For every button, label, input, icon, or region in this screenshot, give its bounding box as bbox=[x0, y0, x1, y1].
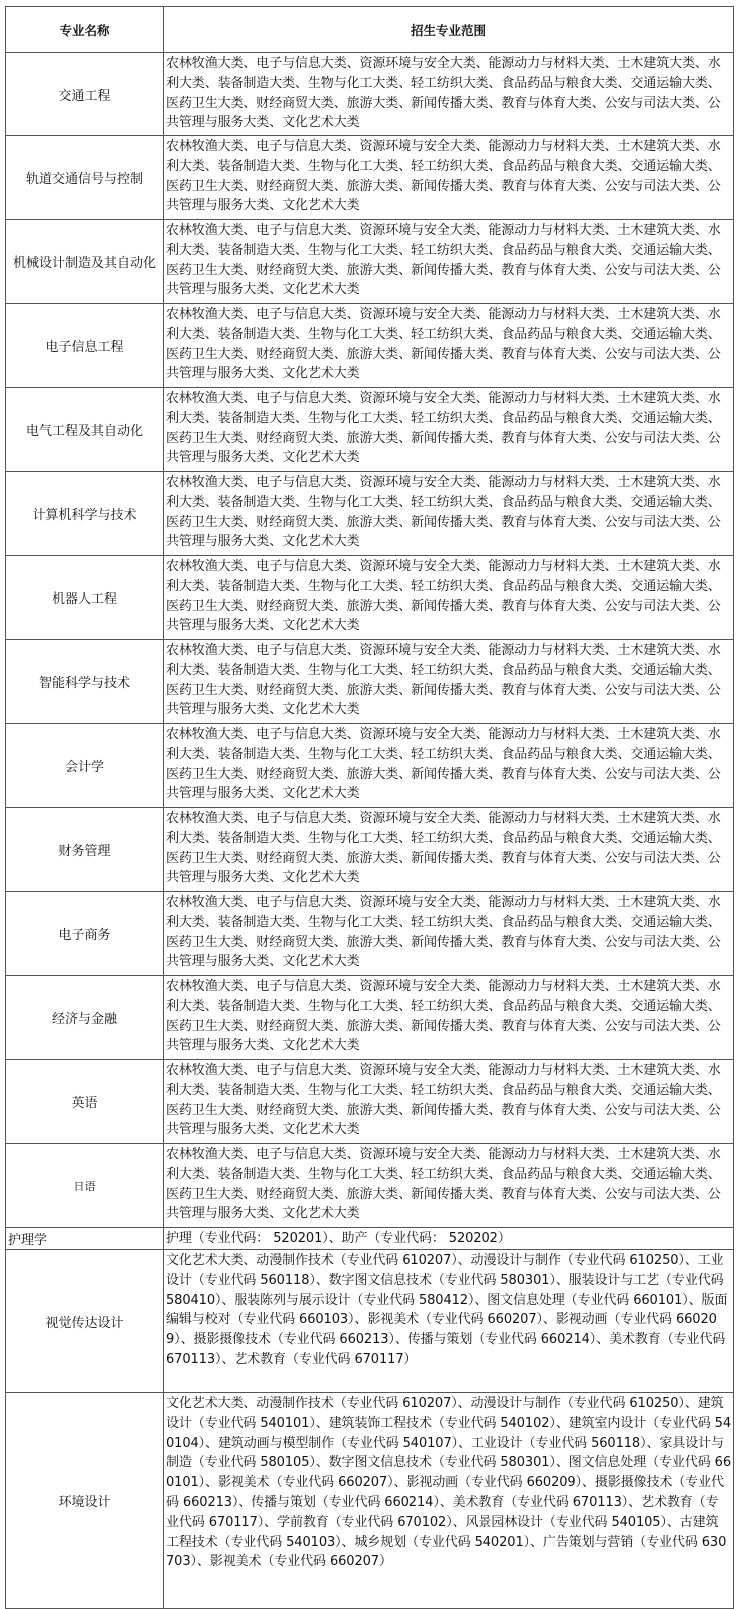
header-major-name: 专业名称 bbox=[6, 7, 164, 53]
major-name: 环境设计 bbox=[6, 1393, 164, 1609]
table-row bbox=[6, 53, 734, 136]
admission-scope: 农林牧渔大类、电子与信息大类、资源环境与安全大类、能源动力与材料大类、土木建筑大类、水利大类、装备制造大类、生物与化工大类、轻工纺织大类、食品药品与粮食大类、交通运输大类、医药卫生大类、财经商贸大类、旅游大类、新闻传播大类、教育与体育大类、公安与司法大类、公共管理与服务大类、文化艺术大类 bbox=[164, 304, 734, 388]
major-name: 机器人工程 bbox=[6, 556, 164, 640]
table-row bbox=[6, 1250, 734, 1393]
admission-scope: 农林牧渔大类、电子与信息大类、资源环境与安全大类、能源动力与材料大类、土木建筑大类、水利大类、装备制造大类、生物与化工大类、轻工纺织大类、食品药品与粮食大类、交通运输大类、医药卫生大类、财经商贸大类、旅游大类、新闻传播大类、教育与体育大类、公安与司法大类、公共管理与服务大类、文化艺术大类 bbox=[164, 640, 734, 724]
major-name: 电气工程及其自动化 bbox=[6, 388, 164, 472]
admission-scope: 农林牧渔大类、电子与信息大类、资源环境与安全大类、能源动力与材料大类、土木建筑大类、水利大类、装备制造大类、生物与化工大类、轻工纺织大类、食品药品与粮食大类、交通运输大类、医药卫生大类、财经商贸大类、旅游大类、新闻传播大类、教育与体育大类、公安与司法大类、公共管理与服务大类、文化艺术大类 bbox=[164, 892, 734, 976]
major-name: 交通工程 bbox=[6, 53, 164, 136]
admission-scope: 护理（专业代码： 520201）、助产（专业代码： 520202） bbox=[164, 1228, 734, 1250]
admission-scope-table bbox=[5, 6, 734, 1609]
admission-scope: 农林牧渔大类、电子与信息大类、资源环境与安全大类、能源动力与材料大类、土木建筑大类、水利大类、装备制造大类、生物与化工大类、轻工纺织大类、食品药品与粮食大类、交通运输大类、医药卫生大类、财经商贸大类、旅游大类、新闻传播大类、教育与体育大类、公安与司法大类、公共管理与服务大类、文化艺术大类 bbox=[164, 1144, 734, 1228]
admission-scope: 文化艺术大类、动漫制作技术（专业代码 610207）、动漫设计与制作（专业代码 610250）、工业设计（专业代码 560118）、数字图文信息技术（专业代码 580301）、服装设计与工艺（专业代码 580410）、服装陈列与展示设计（专业代码 580412）、图文信息处理（专业代码 660101）、版面编辑与校对（专业代码 660103）、影视美术（专业代码 660207）、影视动画（专业代码 660209）、摄影摄像技术（专业代码 660213）、传播与策划（专业代码 660214）、美术教育（专业代码 670113）、艺术教育（专业代码 670117） bbox=[164, 1250, 734, 1393]
table-row bbox=[6, 892, 734, 976]
table-row bbox=[6, 388, 734, 472]
major-name: 财务管理 bbox=[6, 808, 164, 892]
table-header-row bbox=[6, 7, 734, 53]
admission-scope: 农林牧渔大类、电子与信息大类、资源环境与安全大类、能源动力与材料大类、土木建筑大类、水利大类、装备制造大类、生物与化工大类、轻工纺织大类、食品药品与粮食大类、交通运输大类、医药卫生大类、财经商贸大类、旅游大类、新闻传播大类、教育与体育大类、公安与司法大类、公共管理与服务大类、文化艺术大类 bbox=[164, 556, 734, 640]
table-row bbox=[6, 640, 734, 724]
table-row bbox=[6, 556, 734, 640]
major-name: 日语 bbox=[6, 1144, 164, 1228]
table-row bbox=[6, 304, 734, 388]
header-admission-scope: 招生专业范围 bbox=[164, 7, 734, 53]
admission-scope: 农林牧渔大类、电子与信息大类、资源环境与安全大类、能源动力与材料大类、土木建筑大类、水利大类、装备制造大类、生物与化工大类、轻工纺织大类、食品药品与粮食大类、交通运输大类、医药卫生大类、财经商贸大类、旅游大类、新闻传播大类、教育与体育大类、公安与司法大类、公共管理与服务大类、文化艺术大类 bbox=[164, 976, 734, 1060]
table-row bbox=[6, 472, 734, 556]
major-name: 视觉传达设计 bbox=[6, 1250, 164, 1393]
table-body bbox=[6, 53, 734, 1609]
admission-scope: 文化艺术大类、动漫制作技术（专业代码 610207）、动漫设计与制作（专业代码 610250）、建筑设计（专业代码 540101）、建筑装饰工程技术（专业代码 540102）、建筑室内设计（专业代码 540104）、建筑动画与模型制作（专业代码 540107）、工业设计（专业代码 560118）、家具设计与制造（专业代码 580105）、数字图文信息技术（专业代码 580301）、图文信息处理（专业代码 660101）、影视美术（专业代码 660207）、影视动画（专业代码 660209）、摄影摄像技术（专业代码 660213）、传播与策划（专业代码 660214）、美术教育（专业代码 670113）、艺术教育（专业代码 670117）、学前教育（专业代码 670102）、风景园林设计（专业代码 540105）、古建筑工程技术（专业代码 540103）、城乡规划（专业代码 540201）、广告策划与营销（专业代码 630703）、影视美术（专业代码 660207） bbox=[164, 1393, 734, 1609]
major-name: 电子商务 bbox=[6, 892, 164, 976]
table-row bbox=[6, 1144, 734, 1228]
admission-scope: 农林牧渔大类、电子与信息大类、资源环境与安全大类、能源动力与材料大类、土木建筑大类、水利大类、装备制造大类、生物与化工大类、轻工纺织大类、食品药品与粮食大类、交通运输大类、医药卫生大类、财经商贸大类、旅游大类、新闻传播大类、教育与体育大类、公安与司法大类、公共管理与服务大类、文化艺术大类 bbox=[164, 472, 734, 556]
admission-scope: 农林牧渔大类、电子与信息大类、资源环境与安全大类、能源动力与材料大类、土木建筑大类、水利大类、装备制造大类、生物与化工大类、轻工纺织大类、食品药品与粮食大类、交通运输大类、医药卫生大类、财经商贸大类、旅游大类、新闻传播大类、教育与体育大类、公安与司法大类、公共管理与服务大类、文化艺术大类 bbox=[164, 724, 734, 808]
admission-scope: 农林牧渔大类、电子与信息大类、资源环境与安全大类、能源动力与材料大类、土木建筑大类、水利大类、装备制造大类、生物与化工大类、轻工纺织大类、食品药品与粮食大类、交通运输大类、医药卫生大类、财经商贸大类、旅游大类、新闻传播大类、教育与体育大类、公安与司法大类、公共管理与服务大类、文化艺术大类 bbox=[164, 1060, 734, 1144]
major-name: 经济与金融 bbox=[6, 976, 164, 1060]
table-row bbox=[6, 136, 734, 220]
table-row bbox=[6, 220, 734, 304]
table-row bbox=[6, 1228, 734, 1250]
table-row bbox=[6, 724, 734, 808]
admission-scope-table-container bbox=[5, 6, 733, 1590]
table-row bbox=[6, 1060, 734, 1144]
admission-scope: 农林牧渔大类、电子与信息大类、资源环境与安全大类、能源动力与材料大类、土木建筑大类、水利大类、装备制造大类、生物与化工大类、轻工纺织大类、食品药品与粮食大类、交通运输大类、医药卫生大类、财经商贸大类、旅游大类、新闻传播大类、教育与体育大类、公安与司法大类、公共管理与服务大类、文化艺术大类 bbox=[164, 220, 734, 304]
admission-scope: 农林牧渔大类、电子与信息大类、资源环境与安全大类、能源动力与材料大类、土木建筑大类、水利大类、装备制造大类、生物与化工大类、轻工纺织大类、食品药品与粮食大类、交通运输大类、医药卫生大类、财经商贸大类、旅游大类、新闻传播大类、教育与体育大类、公安与司法大类、公共管理与服务大类、文化艺术大类 bbox=[164, 136, 734, 220]
admission-scope: 农林牧渔大类、电子与信息大类、资源环境与安全大类、能源动力与材料大类、土木建筑大类、水利大类、装备制造大类、生物与化工大类、轻工纺织大类、食品药品与粮食大类、交通运输大类、医药卫生大类、财经商贸大类、旅游大类、新闻传播大类、教育与体育大类、公安与司法大类、公共管理与服务大类、文化艺术大类 bbox=[164, 388, 734, 472]
major-name: 计算机科学与技术 bbox=[6, 472, 164, 556]
major-name: 电子信息工程 bbox=[6, 304, 164, 388]
major-name: 机械设计制造及其自动化 bbox=[6, 220, 164, 304]
table-row bbox=[6, 976, 734, 1060]
major-name: 轨道交通信号与控制 bbox=[6, 136, 164, 220]
major-name: 智能科学与技术 bbox=[6, 640, 164, 724]
admission-scope: 农林牧渔大类、电子与信息大类、资源环境与安全大类、能源动力与材料大类、土木建筑大类、水利大类、装备制造大类、生物与化工大类、轻工纺织大类、食品药品与粮食大类、交通运输大类、医药卫生大类、财经商贸大类、旅游大类、新闻传播大类、教育与体育大类、公安与司法大类、公共管理与服务大类、文化艺术大类 bbox=[164, 53, 734, 136]
admission-scope: 农林牧渔大类、电子与信息大类、资源环境与安全大类、能源动力与材料大类、土木建筑大类、水利大类、装备制造大类、生物与化工大类、轻工纺织大类、食品药品与粮食大类、交通运输大类、医药卫生大类、财经商贸大类、旅游大类、新闻传播大类、教育与体育大类、公安与司法大类、公共管理与服务大类、文化艺术大类 bbox=[164, 808, 734, 892]
major-name: 会计学 bbox=[6, 724, 164, 808]
table-row bbox=[6, 1393, 734, 1609]
major-name: 护理学 bbox=[6, 1228, 164, 1250]
major-name: 英语 bbox=[6, 1060, 164, 1144]
table-row bbox=[6, 808, 734, 892]
